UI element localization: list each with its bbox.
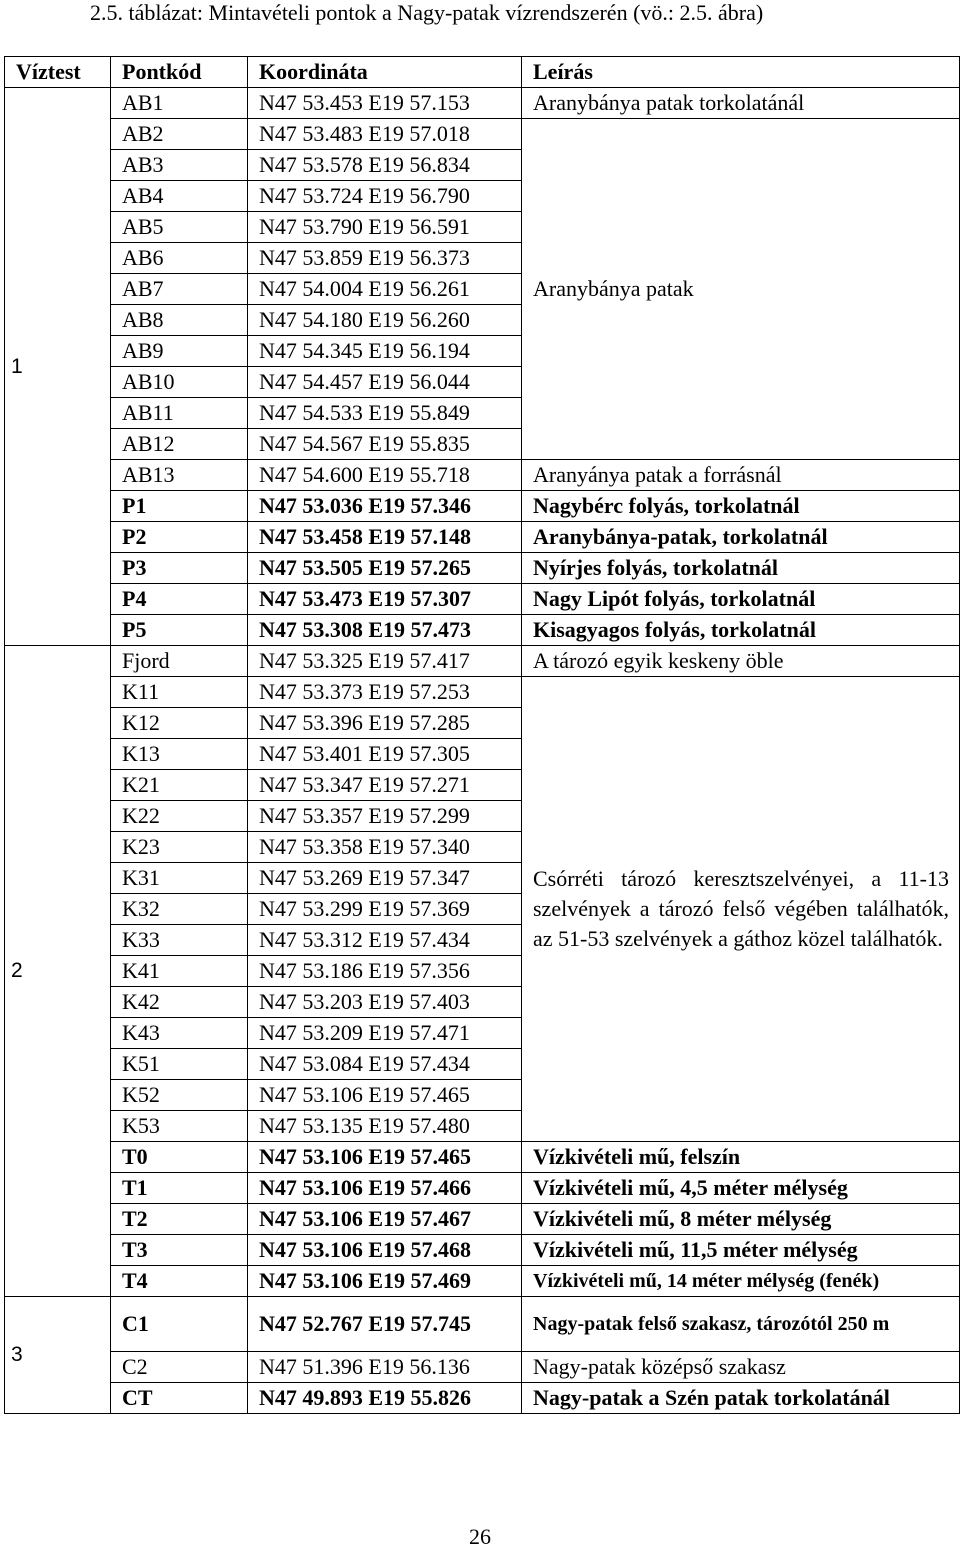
code-cell: T2 (111, 1204, 248, 1235)
table-row (5, 1235, 960, 1266)
code-cell: AB7 (111, 274, 248, 305)
code-cell: K33 (111, 925, 248, 956)
coord-cell: N47 53.106 E19 57.465 (248, 1142, 522, 1173)
code-cell: K11 (111, 677, 248, 708)
header-row (5, 57, 960, 88)
coord-cell: N47 53.312 E19 57.434 (248, 925, 522, 956)
coord-cell: N47 49.893 E19 55.826 (248, 1383, 522, 1414)
coord-cell: N47 53.578 E19 56.834 (248, 150, 522, 181)
coord-cell: N47 53.473 E19 57.307 (248, 584, 522, 615)
desc-cell: Nagy Lipót folyás, torkolatnál (522, 584, 960, 615)
table-caption: 2.5. táblázat: Mintavételi pontok a Nagy-patak vízrendszerén (vö.: 2.5. ábra) (90, 0, 764, 25)
coord-cell: N47 53.790 E19 56.591 (248, 212, 522, 243)
desc-cell: Vízkivételi mű, 4,5 méter mélység (522, 1173, 960, 1204)
table-row (5, 88, 960, 119)
coord-cell: N47 53.483 E19 57.018 (248, 119, 522, 150)
header-desc: Leírás (522, 57, 960, 88)
code-cell: AB13 (111, 460, 248, 491)
coord-cell: N47 53.135 E19 57.480 (248, 1111, 522, 1142)
desc-cell: Vízkivételi mű, 11,5 méter mélység (522, 1235, 960, 1266)
coord-cell: N47 53.084 E19 57.434 (248, 1049, 522, 1080)
code-cell: K31 (111, 863, 248, 894)
code-cell: Fjord (111, 646, 248, 677)
desc-cell: Nagy-patak felső szakasz, tározótól 250 m (522, 1297, 960, 1352)
desc-cell: Csórréti tározó keresztszelvényei, a 11-13 szelvények a tározó felső végében találhatók, az 51-53 szelvények a gáthoz közel találhatók. (522, 677, 960, 1142)
coord-cell: N47 53.373 E19 57.253 (248, 677, 522, 708)
desc-cell: Aranybánya patak (522, 119, 960, 460)
code-cell: K12 (111, 708, 248, 739)
code-cell: P1 (111, 491, 248, 522)
coord-cell: N47 53.106 E19 57.467 (248, 1204, 522, 1235)
table-row (5, 677, 960, 708)
code-cell: P5 (111, 615, 248, 646)
coord-cell: N47 54.345 E19 56.194 (248, 336, 522, 367)
table-row (5, 1173, 960, 1204)
header-coord: Koordináta (248, 57, 522, 88)
coord-cell: N47 53.106 E19 57.466 (248, 1173, 522, 1204)
code-cell: AB2 (111, 119, 248, 150)
table-row (5, 615, 960, 646)
code-cell: T4 (111, 1266, 248, 1297)
coord-cell: N47 53.453 E19 57.153 (248, 88, 522, 119)
code-cell: T0 (111, 1142, 248, 1173)
desc-cell: Nagybérc folyás, torkolatnál (522, 491, 960, 522)
code-cell: K52 (111, 1080, 248, 1111)
coord-cell: N47 53.308 E19 57.473 (248, 615, 522, 646)
code-cell: C1 (111, 1297, 248, 1352)
page-number: 26 (469, 1524, 491, 1549)
code-cell: AB4 (111, 181, 248, 212)
code-cell: K21 (111, 770, 248, 801)
desc-cell: Kisagyagos folyás, torkolatnál (522, 615, 960, 646)
coord-cell: N47 53.203 E19 57.403 (248, 987, 522, 1018)
coord-cell: N47 53.458 E19 57.148 (248, 522, 522, 553)
coord-cell: N47 53.106 E19 57.469 (248, 1266, 522, 1297)
code-cell: AB12 (111, 429, 248, 460)
code-cell: CT (111, 1383, 248, 1414)
code-cell: K53 (111, 1111, 248, 1142)
desc-cell: A tározó egyik keskeny öble (522, 646, 960, 677)
desc-cell: Nagy-patak a Szén patak torkolatánál (522, 1383, 960, 1414)
coord-cell: N47 53.186 E19 57.356 (248, 956, 522, 987)
header-code: Pontkód (111, 57, 248, 88)
coord-cell: N47 53.724 E19 56.790 (248, 181, 522, 212)
code-cell: K41 (111, 956, 248, 987)
code-cell: K32 (111, 894, 248, 925)
coord-cell: N47 53.106 E19 57.468 (248, 1235, 522, 1266)
coord-cell: N47 53.036 E19 57.346 (248, 491, 522, 522)
table-row (5, 460, 960, 491)
coord-cell: N47 54.567 E19 55.835 (248, 429, 522, 460)
table-row (5, 522, 960, 553)
code-cell: AB3 (111, 150, 248, 181)
code-cell: AB1 (111, 88, 248, 119)
desc-cell: Vízkivételi mű, 8 méter mélység (522, 1204, 960, 1235)
coord-cell: N47 53.396 E19 57.285 (248, 708, 522, 739)
table-row (5, 1352, 960, 1383)
water-body-cell: 2 (5, 646, 111, 1297)
code-cell: T1 (111, 1173, 248, 1204)
desc-cell: Nyírjes folyás, torkolatnál (522, 553, 960, 584)
coord-cell: N47 53.325 E19 57.417 (248, 646, 522, 677)
desc-cell: Aranyánya patak a forrásnál (522, 460, 960, 491)
code-cell: AB9 (111, 336, 248, 367)
desc-cell: Aranybánya-patak, torkolatnál (522, 522, 960, 553)
desc-cell: Vízkivételi mű, 14 méter mélység (fenék) (522, 1266, 960, 1297)
coord-cell: N47 54.180 E19 56.260 (248, 305, 522, 336)
table-row (5, 1297, 960, 1352)
coord-cell: N47 53.401 E19 57.305 (248, 739, 522, 770)
coord-cell: N47 53.269 E19 57.347 (248, 863, 522, 894)
coord-cell: N47 53.347 E19 57.271 (248, 770, 522, 801)
coord-cell: N47 53.859 E19 56.373 (248, 243, 522, 274)
water-body-cell: 1 (5, 88, 111, 646)
coord-cell: N47 51.396 E19 56.136 (248, 1352, 522, 1383)
code-cell: C2 (111, 1352, 248, 1383)
code-cell: K13 (111, 739, 248, 770)
code-cell: P4 (111, 584, 248, 615)
code-cell: P2 (111, 522, 248, 553)
code-cell: AB5 (111, 212, 248, 243)
coord-cell: N47 53.358 E19 57.340 (248, 832, 522, 863)
code-cell: K22 (111, 801, 248, 832)
table-row (5, 491, 960, 522)
header-body: Víztest (5, 57, 111, 88)
coord-cell: N47 53.357 E19 57.299 (248, 801, 522, 832)
coord-cell: N47 52.767 E19 57.745 (248, 1297, 522, 1352)
coord-cell: N47 54.533 E19 55.849 (248, 398, 522, 429)
code-cell: AB8 (111, 305, 248, 336)
coord-cell: N47 54.600 E19 55.718 (248, 460, 522, 491)
code-cell: K42 (111, 987, 248, 1018)
code-cell: K51 (111, 1049, 248, 1080)
table-row (5, 119, 960, 150)
code-cell: AB11 (111, 398, 248, 429)
table-row (5, 1204, 960, 1235)
code-cell: AB6 (111, 243, 248, 274)
desc-cell: Aranybánya patak torkolatánál (522, 88, 960, 119)
desc-cell: Nagy-patak középső szakasz (522, 1352, 960, 1383)
coord-cell: N47 54.004 E19 56.261 (248, 274, 522, 305)
coord-cell: N47 53.505 E19 57.265 (248, 553, 522, 584)
table-row (5, 584, 960, 615)
table-row (5, 553, 960, 584)
sampling-points-table (4, 56, 960, 1414)
water-body-cell: 3 (5, 1297, 111, 1414)
code-cell: K43 (111, 1018, 248, 1049)
coord-cell: N47 53.209 E19 57.471 (248, 1018, 522, 1049)
code-cell: P3 (111, 553, 248, 584)
code-cell: K23 (111, 832, 248, 863)
coord-cell: N47 53.106 E19 57.465 (248, 1080, 522, 1111)
code-cell: AB10 (111, 367, 248, 398)
table-row (5, 1266, 960, 1297)
coord-cell: N47 53.299 E19 57.369 (248, 894, 522, 925)
table-row (5, 1383, 960, 1414)
desc-cell: Vízkivételi mű, felszín (522, 1142, 960, 1173)
coord-cell: N47 54.457 E19 56.044 (248, 367, 522, 398)
code-cell: T3 (111, 1235, 248, 1266)
table-row (5, 1142, 960, 1173)
table-row (5, 646, 960, 677)
